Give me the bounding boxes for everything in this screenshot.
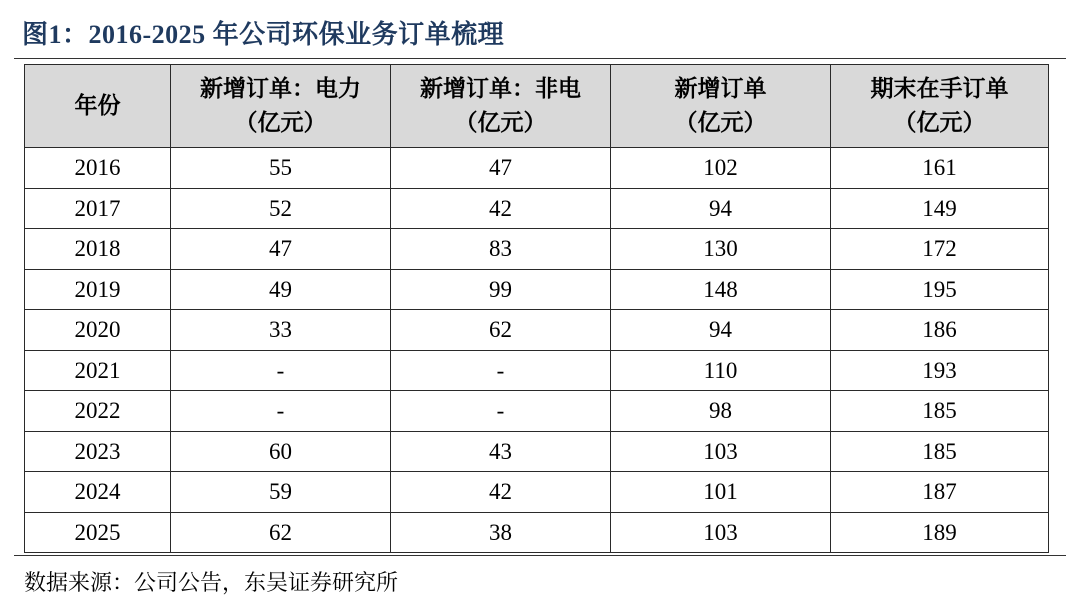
cell-power: 55 xyxy=(171,148,391,189)
cell-new: 148 xyxy=(611,269,831,310)
cell-backlog: 185 xyxy=(831,391,1049,432)
table-row xyxy=(25,391,1049,432)
cell-year: 2025 xyxy=(25,512,171,553)
table-row xyxy=(25,269,1049,310)
cell-year: 2018 xyxy=(25,229,171,270)
cell-backlog: 172 xyxy=(831,229,1049,270)
cell-new: 101 xyxy=(611,472,831,513)
table-row xyxy=(25,350,1049,391)
header-nonpower-orders: 新增订单：非电 （亿元） xyxy=(391,65,611,148)
cell-year: 2019 xyxy=(25,269,171,310)
header-power-orders: 新增订单：电力 （亿元） xyxy=(171,65,391,148)
cell-new: 94 xyxy=(611,188,831,229)
cell-power: 47 xyxy=(171,229,391,270)
cell-nonpower: - xyxy=(391,391,611,432)
cell-power: 33 xyxy=(171,310,391,351)
cell-nonpower: 42 xyxy=(391,472,611,513)
cell-backlog: 186 xyxy=(831,310,1049,351)
header-backlog-orders: 期末在手订单 （亿元） xyxy=(831,65,1049,148)
table-row xyxy=(25,188,1049,229)
cell-nonpower: 42 xyxy=(391,188,611,229)
header-row xyxy=(25,65,1049,148)
orders-table xyxy=(24,64,1049,553)
table-row xyxy=(25,472,1049,513)
cell-nonpower: 99 xyxy=(391,269,611,310)
top-rule xyxy=(14,58,1066,59)
cell-power: 60 xyxy=(171,431,391,472)
cell-power: 52 xyxy=(171,188,391,229)
cell-backlog: 185 xyxy=(831,431,1049,472)
cell-year: 2024 xyxy=(25,472,171,513)
header-new-orders: 新增订单 （亿元） xyxy=(611,65,831,148)
cell-new: 94 xyxy=(611,310,831,351)
cell-year: 2023 xyxy=(25,431,171,472)
cell-backlog: 195 xyxy=(831,269,1049,310)
cell-new: 103 xyxy=(611,431,831,472)
figure-title: 图1：2016-2025 年公司环保业务订单梳理 xyxy=(22,20,505,49)
cell-power: 49 xyxy=(171,269,391,310)
cell-year: 2022 xyxy=(25,391,171,432)
cell-year: 2016 xyxy=(25,148,171,189)
cell-nonpower: 38 xyxy=(391,512,611,553)
table-row xyxy=(25,229,1049,270)
cell-year: 2021 xyxy=(25,350,171,391)
header-year: 年份 xyxy=(25,65,171,148)
cell-backlog: 149 xyxy=(831,188,1049,229)
table-row xyxy=(25,512,1049,553)
cell-nonpower: - xyxy=(391,350,611,391)
cell-backlog: 189 xyxy=(831,512,1049,553)
cell-nonpower: 43 xyxy=(391,431,611,472)
bottom-rule xyxy=(14,555,1066,556)
cell-power: 62 xyxy=(171,512,391,553)
cell-new: 98 xyxy=(611,391,831,432)
cell-new: 110 xyxy=(611,350,831,391)
table-row xyxy=(25,148,1049,189)
table-row xyxy=(25,431,1049,472)
cell-power: 59 xyxy=(171,472,391,513)
cell-nonpower: 47 xyxy=(391,148,611,189)
table-row xyxy=(25,310,1049,351)
cell-backlog: 161 xyxy=(831,148,1049,189)
cell-nonpower: 83 xyxy=(391,229,611,270)
cell-new: 130 xyxy=(611,229,831,270)
source-note: 数据来源：公司公告，东吴证券研究所 xyxy=(24,571,399,596)
cell-power: - xyxy=(171,350,391,391)
cell-year: 2017 xyxy=(25,188,171,229)
cell-new: 103 xyxy=(611,512,831,553)
cell-nonpower: 62 xyxy=(391,310,611,351)
cell-year: 2020 xyxy=(25,310,171,351)
cell-new: 102 xyxy=(611,148,831,189)
cell-backlog: 193 xyxy=(831,350,1049,391)
cell-backlog: 187 xyxy=(831,472,1049,513)
cell-power: - xyxy=(171,391,391,432)
